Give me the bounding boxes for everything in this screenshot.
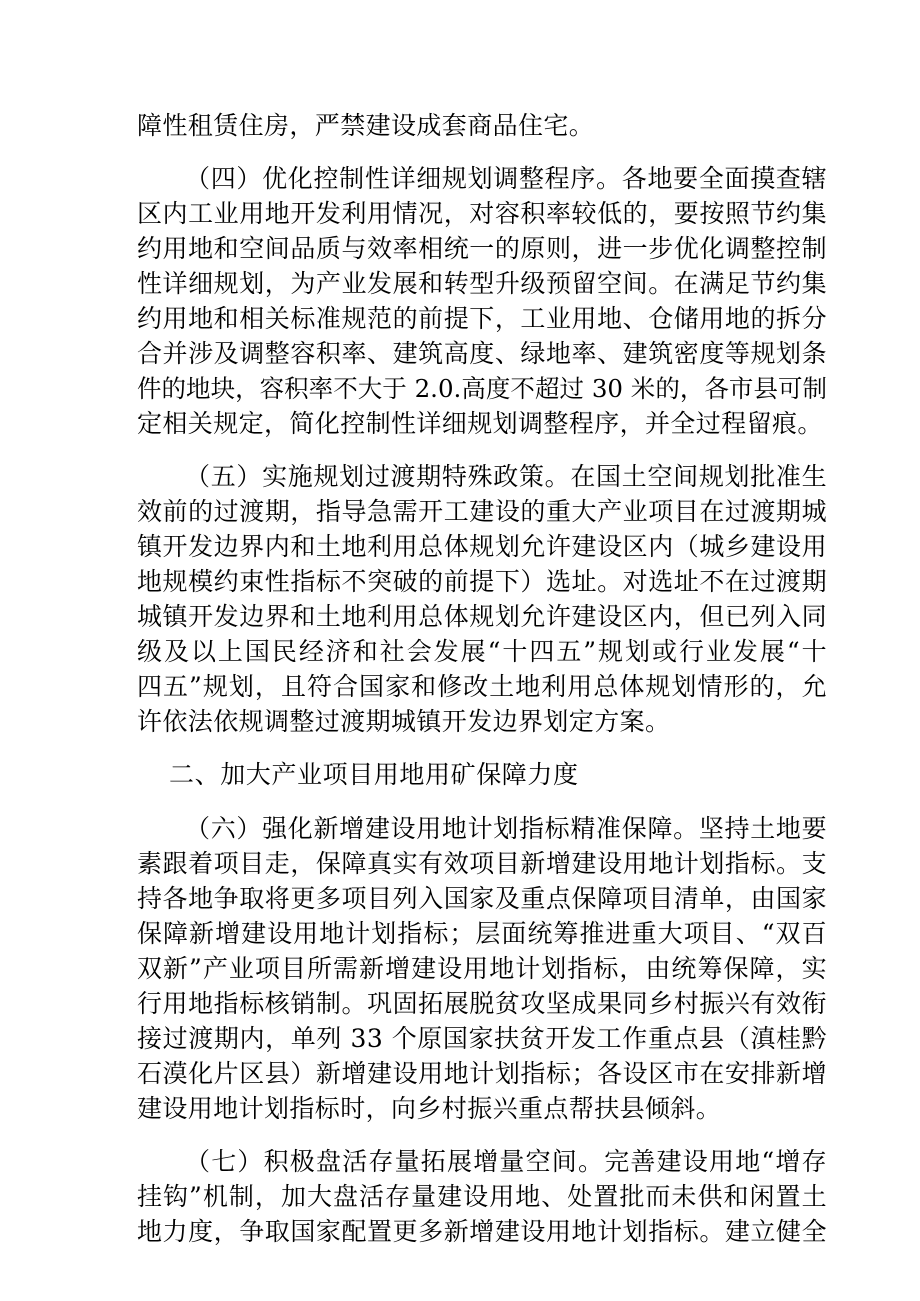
paragraph-line: 城镇开发边界和土地利用总体规划允许建设区内，但已列入同: [137, 602, 827, 631]
paragraph-line: 合并涉及调整容积率、建筑高度、绿地率、建筑密度等规划条: [137, 339, 827, 368]
paragraph-line: 级及以上国民经济和社会发展“十四五”规划或行业发展“十: [137, 637, 827, 666]
section-heading: 二、加大产业项目用地用矿保障力度: [169, 760, 579, 789]
paragraph-line: 保障新增建设用地计划指标；层面统筹推进重大项目、“双百: [137, 919, 827, 948]
paragraph-line: （四）优化控制性详细规划调整程序。各地要全面摸查辖: [185, 164, 827, 193]
paragraph-line: 行用地指标核销制。巩固拓展脱贫攻坚成果同乡村振兴有效衔: [137, 989, 827, 1018]
paragraph-line: 石漠化片区县）新增建设用地计划指标；各设区市在安排新增: [137, 1059, 827, 1088]
paragraph-line: 件的地块，容积率不大于 2.0.高度不超过 30 米的，各市县可制: [137, 374, 827, 403]
paragraph-line: 性详细规划，为产业发展和转型升级预留空间。在满足节约集: [137, 269, 827, 298]
paragraph-line: 约用地和空间品质与效率相统一的原则，进一步优化调整控制: [137, 234, 827, 263]
paragraph-line: 效前的过渡期，指导急需开工建设的重大产业项目在过渡期城: [137, 497, 827, 526]
paragraph-line: （七）积极盘活存量拓展增量空间。完善建设用地“增存: [185, 1147, 827, 1176]
paragraph-line: 双新”产业项目所需新增建设用地计划指标，由统筹保障，实: [137, 954, 827, 983]
paragraph-line: 素跟着项目走，保障真实有效项目新增建设用地计划指标。支: [137, 849, 827, 878]
paragraph-line: 接过渡期内，单列 33 个原国家扶贫开发工作重点县（滇桂黔: [137, 1024, 827, 1053]
paragraph-line: 建设用地计划指标时，向乡村振兴重点帮扶县倾斜。: [137, 1094, 722, 1123]
paragraph-line: 镇开发边界内和土地利用总体规划允许建设区内（城乡建设用: [137, 532, 827, 561]
paragraph-line: （五）实施规划过渡期特殊政策。在国土空间规划批准生: [185, 462, 827, 491]
paragraph-line: 障性租赁住房，严禁建设成套商品住宅。: [137, 111, 595, 140]
paragraph-line: 挂钩”机制，加大盘活存量建设用地、处置批而未供和闲置土: [137, 1182, 827, 1211]
paragraph-line: 地规模约束性指标不突破的前提下）选址。对选址不在过渡期: [137, 567, 827, 596]
paragraph-line: 区内工业用地开发利用情况，对容积率较低的，要按照节约集: [137, 199, 827, 228]
paragraph-line: 定相关规定，简化控制性详细规划调整程序，并全过程留痕。: [137, 409, 823, 438]
paragraph-line: 持各地争取将更多项目列入国家及重点保障项目清单，由国家: [137, 884, 827, 913]
paragraph-line: 地力度，争取国家配置更多新增建设用地计划指标。建立健全: [137, 1217, 827, 1246]
paragraph-line: 四五”规划，且符合国家和修改土地利用总体规划情形的，允: [137, 672, 827, 701]
paragraph-line: 许依法依规调整过渡期城镇开发边界划定方案。: [137, 707, 671, 736]
paragraph-line: （六）强化新增建设用地计划指标精准保障。坚持土地要: [185, 814, 827, 843]
paragraph-line: 约用地和相关标准规范的前提下，工业用地、仓储用地的拆分: [137, 304, 827, 333]
